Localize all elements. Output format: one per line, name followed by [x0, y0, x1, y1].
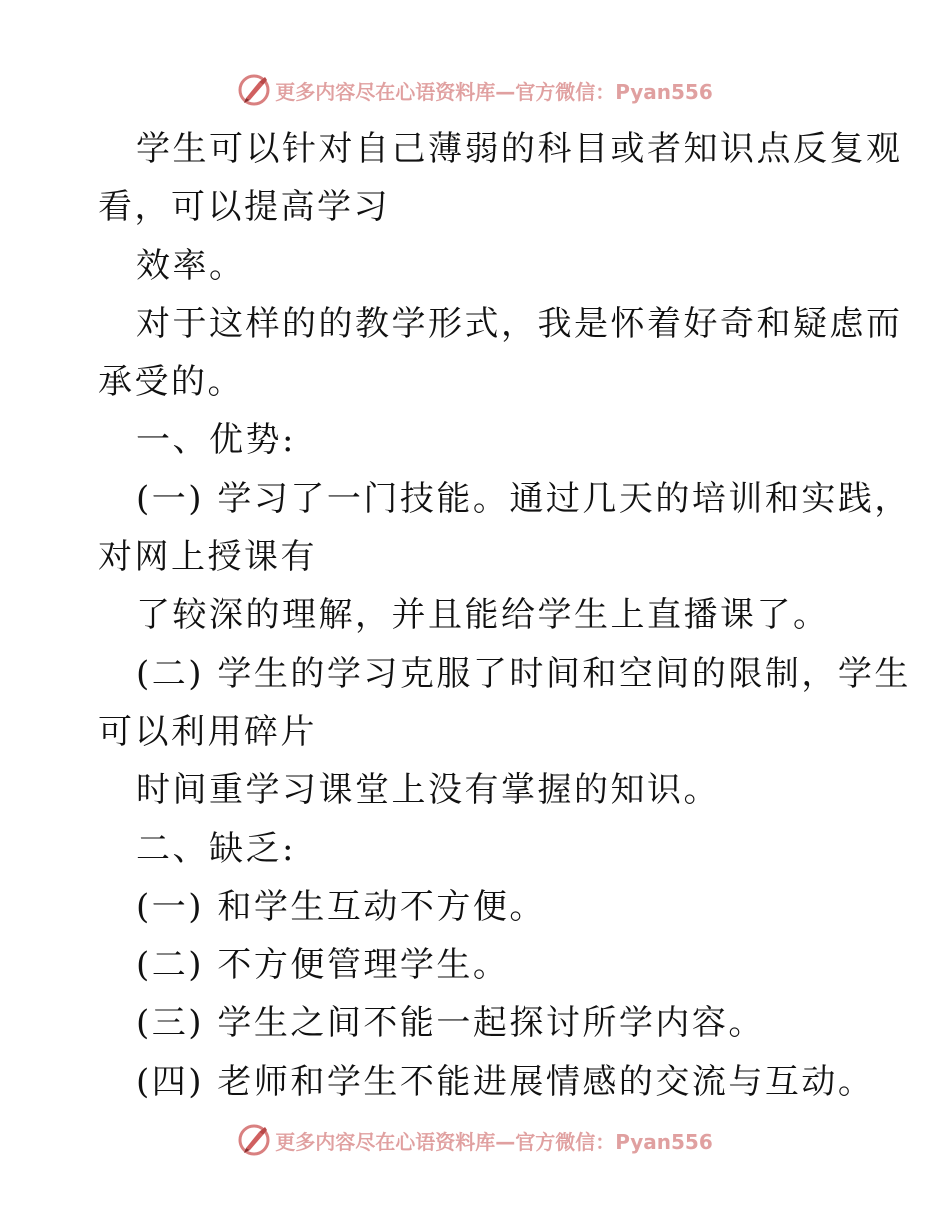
quill-pen-logo-icon: [237, 1123, 271, 1157]
text-line: 二、缺乏:: [136, 828, 296, 869]
text-line: 可以利用碎片: [98, 711, 317, 752]
text-line: 学生可以针对自己薄弱的科目或者知识点反复观: [136, 129, 903, 169]
text-line: 对网上授课有: [98, 537, 317, 578]
text-line: 一、优势:: [136, 420, 296, 461]
text-line: 时间重学习课堂上没有掌握的知识。: [136, 770, 720, 811]
text-line: (三) 学生之间不能一起探讨所学内容。: [136, 1003, 765, 1044]
watermark-text: 更多内容尽在心语资料库—官方微信：Pyan556: [275, 1129, 713, 1154]
text-line: 对于这样的的教学形式，我是怀着好奇和疑虑而: [136, 303, 903, 344]
footer-watermark: [0, 1120, 950, 1160]
quill-pen-logo-icon: [237, 73, 271, 107]
text-line: (一) 学习了一门技能。通过几天的培训和实践，: [136, 478, 911, 519]
header-watermark: [0, 70, 950, 110]
text-line: 承受的。: [98, 362, 244, 403]
text-line: 看，可以提高学习: [98, 187, 390, 228]
text-line: (二) 不方便管理学生。: [136, 945, 510, 986]
text-line: (一) 和学生互动不方便。: [136, 886, 546, 927]
text-line: (四) 老师和学生不能进展情感的交流与互动。: [136, 1061, 875, 1102]
text-line: (二) 学生的学习克服了时间和空间的限制，学生: [136, 653, 911, 694]
watermark-text: 更多内容尽在心语资料库—官方微信：Pyan556: [275, 79, 713, 104]
text-line: 了较深的理解，并且能给学生上直播课了。: [136, 595, 830, 636]
document-body: [98, 120, 911, 1111]
text-line: 效率。: [136, 245, 246, 286]
